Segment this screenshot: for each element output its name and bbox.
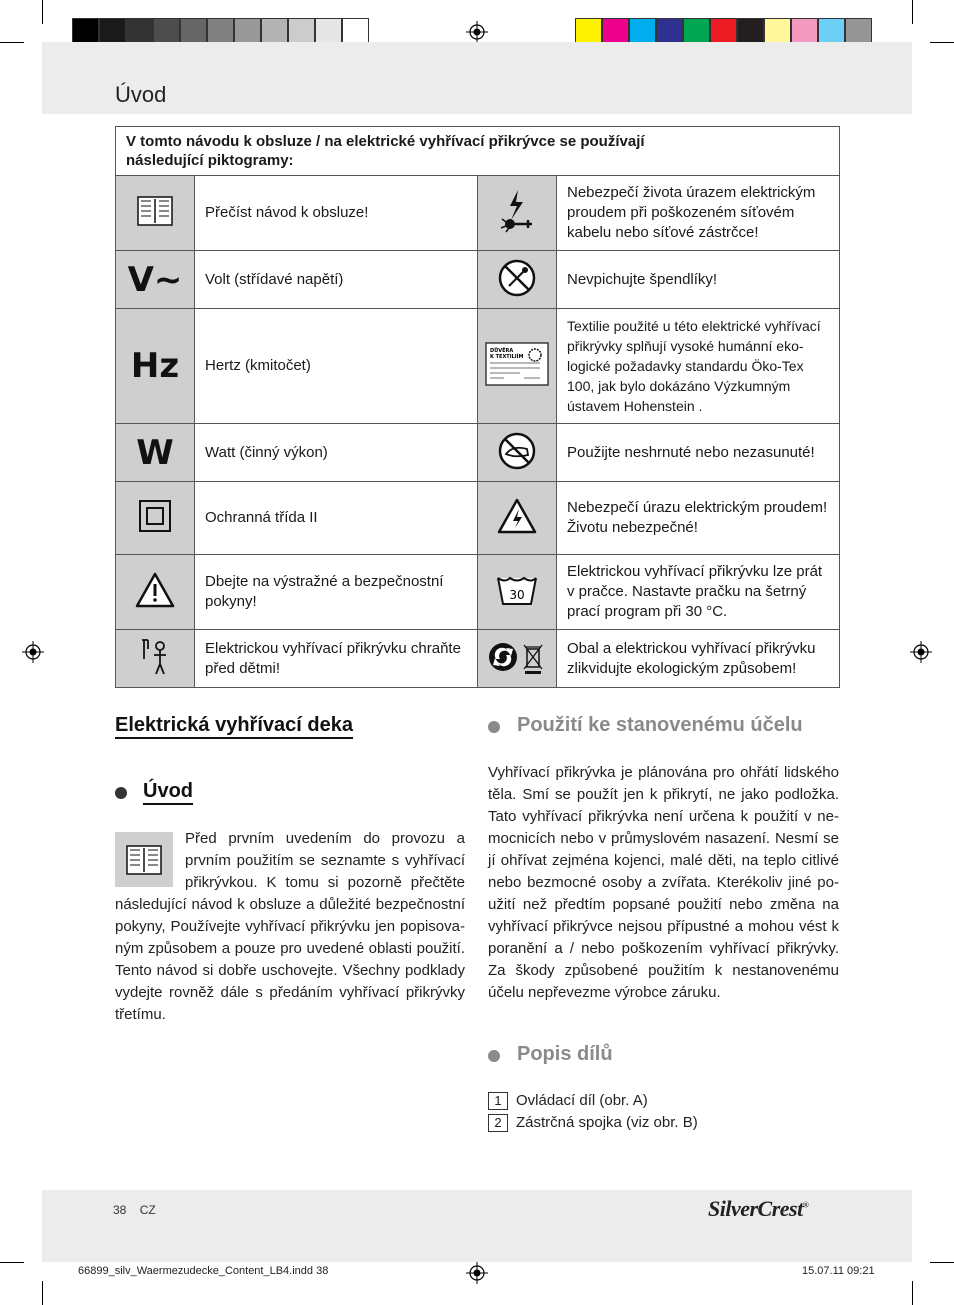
list-item	[488, 1112, 839, 1134]
svg-text:K TEXTILIÍM: K TEXTILIÍM	[490, 354, 524, 360]
bullet-icon	[488, 1050, 500, 1062]
pictogram-description: Nevpichujte špendlíky!	[557, 251, 840, 309]
high-voltage-warning-icon	[478, 482, 557, 555]
file-info: 66899_silv_Waermezudecke_Content_LB4.indd 38	[78, 1265, 329, 1277]
no-folded-icon	[478, 424, 557, 482]
protection-class-ii-icon	[116, 482, 195, 555]
subsection-title	[143, 780, 193, 803]
pictogram-description: Textilie použité u této elektrické vyhřívací přikrývky splňují vysoké humánní eko-logické požadavky standardu Öko-Tex 100, jak bylo dokázáno Výzkumným ústavem Hohenstein .	[557, 309, 840, 424]
list-item	[488, 1090, 839, 1112]
intro-paragraph: Před prvním uvedením do provozu a prvním použitím se seznamte s vyhřívací přikrývkou. K tomu si pozorně přečtěte následující návod k obsluze a důležité bezpečnostní pokyny, Používejte vyhřívací přikrývku jen popisova-ným způsobem a pouze pro uvedené oblasti použití. Tento návod si dobře uschovejte. Všechny podklady vydejte rovněž dále s předáním vyhřívací přikrývky třetímu.	[115, 830, 465, 1023]
crop-mark	[930, 1262, 954, 1263]
bullet-icon	[488, 721, 500, 733]
date-info: 15.07.11 09:21	[802, 1265, 875, 1277]
crop-mark	[912, 1281, 913, 1305]
no-pins-icon	[478, 251, 557, 309]
crop-mark	[912, 0, 913, 24]
table-heading	[116, 127, 840, 176]
use-paragraph: Vyhřívací přikrývka je plánována pro ohřátí lidského těla. Smí se použít jen k přikrytí, ne jako podložka. Tato vyhřívací přikrývka není určena k použití v ne-mocnicích nebo v průmyslovém nasazení. Nesmí se jí ohřívat zejména kojenci, malé děti, na teplo citlivé nebo bezmocné osoby a zvířata. Kterékoliv jiné po-užití než předtím popsané použití nebo změna na vyhřívací přikrývce nejsou přípustné a mohou vést k poranění a / nebo poškozením vyhřívací přikrývky. Za škody způsobené použitím k nestanovenému účelu nepřevezme výrobce záruku.	[488, 764, 839, 1001]
pictogram-description: Ochranná třída II	[195, 482, 478, 555]
page-number: 38 CZ	[113, 1203, 156, 1217]
part-number: 1	[488, 1092, 508, 1110]
pictogram-description: Nebezpečí úrazu elektrickým proudem! Životu nebezpečné!	[557, 482, 840, 555]
main-title-text: Elektrická vyhřívací deka	[115, 714, 353, 739]
pictogram-description: Použijte neshrnuté nebo nezasunuté!	[557, 424, 840, 482]
table-row	[116, 309, 840, 424]
pictogram-description: Obal a elektrickou vyhřívací přikrývku zlikvidujte ekologickým způsobem!	[557, 630, 840, 688]
hertz-symbol: Hz	[116, 309, 195, 424]
watt-symbol: W	[116, 424, 195, 482]
pictogram-description: Elektrickou vyhřívací přikrývku chraňte před dětmi!	[195, 630, 478, 688]
table-row	[116, 555, 840, 630]
oeko-tex-label-icon	[478, 309, 557, 424]
pictogram-description: Dbejte na výstražné a bezpečnostní pokyny!	[195, 555, 478, 630]
crop-mark	[930, 42, 954, 43]
volt-symbol: V~	[116, 251, 195, 309]
table-row	[116, 630, 840, 688]
subsection-title-text: Úvod	[143, 780, 193, 805]
bullet-icon	[115, 787, 127, 799]
table-heading-line: V tomto návodu k obsluze / na elektrické vyhřívací přikrývce se používají	[126, 133, 645, 150]
warning-triangle-icon	[116, 555, 195, 630]
table-row	[116, 176, 840, 251]
book-icon	[116, 176, 195, 251]
header-band	[42, 42, 912, 114]
registration-mark-icon	[466, 21, 488, 43]
page-title: Úvod	[115, 82, 167, 107]
table-row	[116, 482, 840, 555]
pictogram-description: Elektrickou vyhřívací přikrývku lze prát v pračce. Nastavte pračku na šetrný prací program při 30 °C.	[557, 555, 840, 630]
section-title: Použití ke stanovenému účelu	[517, 714, 803, 736]
crop-mark	[0, 1262, 24, 1263]
pictogram-description: Nebezpečí života úrazem elektrickým proudem při poškozeném síťovém kabelu nebo síťové zástrčce!	[557, 176, 840, 251]
section-title	[115, 714, 353, 737]
part-label: Zástrčná spojka (viz obr. B)	[516, 1114, 698, 1131]
brand-logo: SilverCrest®	[708, 1196, 809, 1221]
table-row	[116, 424, 840, 482]
part-number: 2	[488, 1114, 508, 1132]
crop-mark	[42, 0, 43, 24]
section-title: Popis dílů	[517, 1043, 613, 1065]
part-label: Ovládací díl (obr. A)	[516, 1092, 648, 1109]
pictogram-table	[115, 126, 840, 688]
pictogram-description: Volt (střídavé napětí)	[195, 251, 478, 309]
washing-30-icon	[478, 555, 557, 630]
svg-text:30: 30	[509, 588, 525, 602]
child-safety-icon	[116, 630, 195, 688]
registration-mark-icon	[22, 641, 44, 663]
recycling-disposal-icon	[478, 630, 557, 688]
language-code: CZ	[139, 1203, 156, 1217]
pictogram-description: Watt (činný výkon)	[195, 424, 478, 482]
crop-mark	[0, 42, 24, 43]
registration-mark-icon	[910, 641, 932, 663]
pictogram-description: Přečíst návod k obsluze!	[195, 176, 478, 251]
electric-danger-icon	[478, 176, 557, 251]
crop-mark	[42, 1281, 43, 1305]
table-heading-line: následující piktogramy:	[126, 152, 294, 169]
registration-mark-icon	[466, 1262, 488, 1284]
table-row	[116, 251, 840, 309]
parts-list	[488, 1090, 839, 1134]
svg-text:DŮVĚRA: DŮVĚRA	[490, 348, 514, 354]
pictogram-description: Hertz (kmitočet)	[195, 309, 478, 424]
